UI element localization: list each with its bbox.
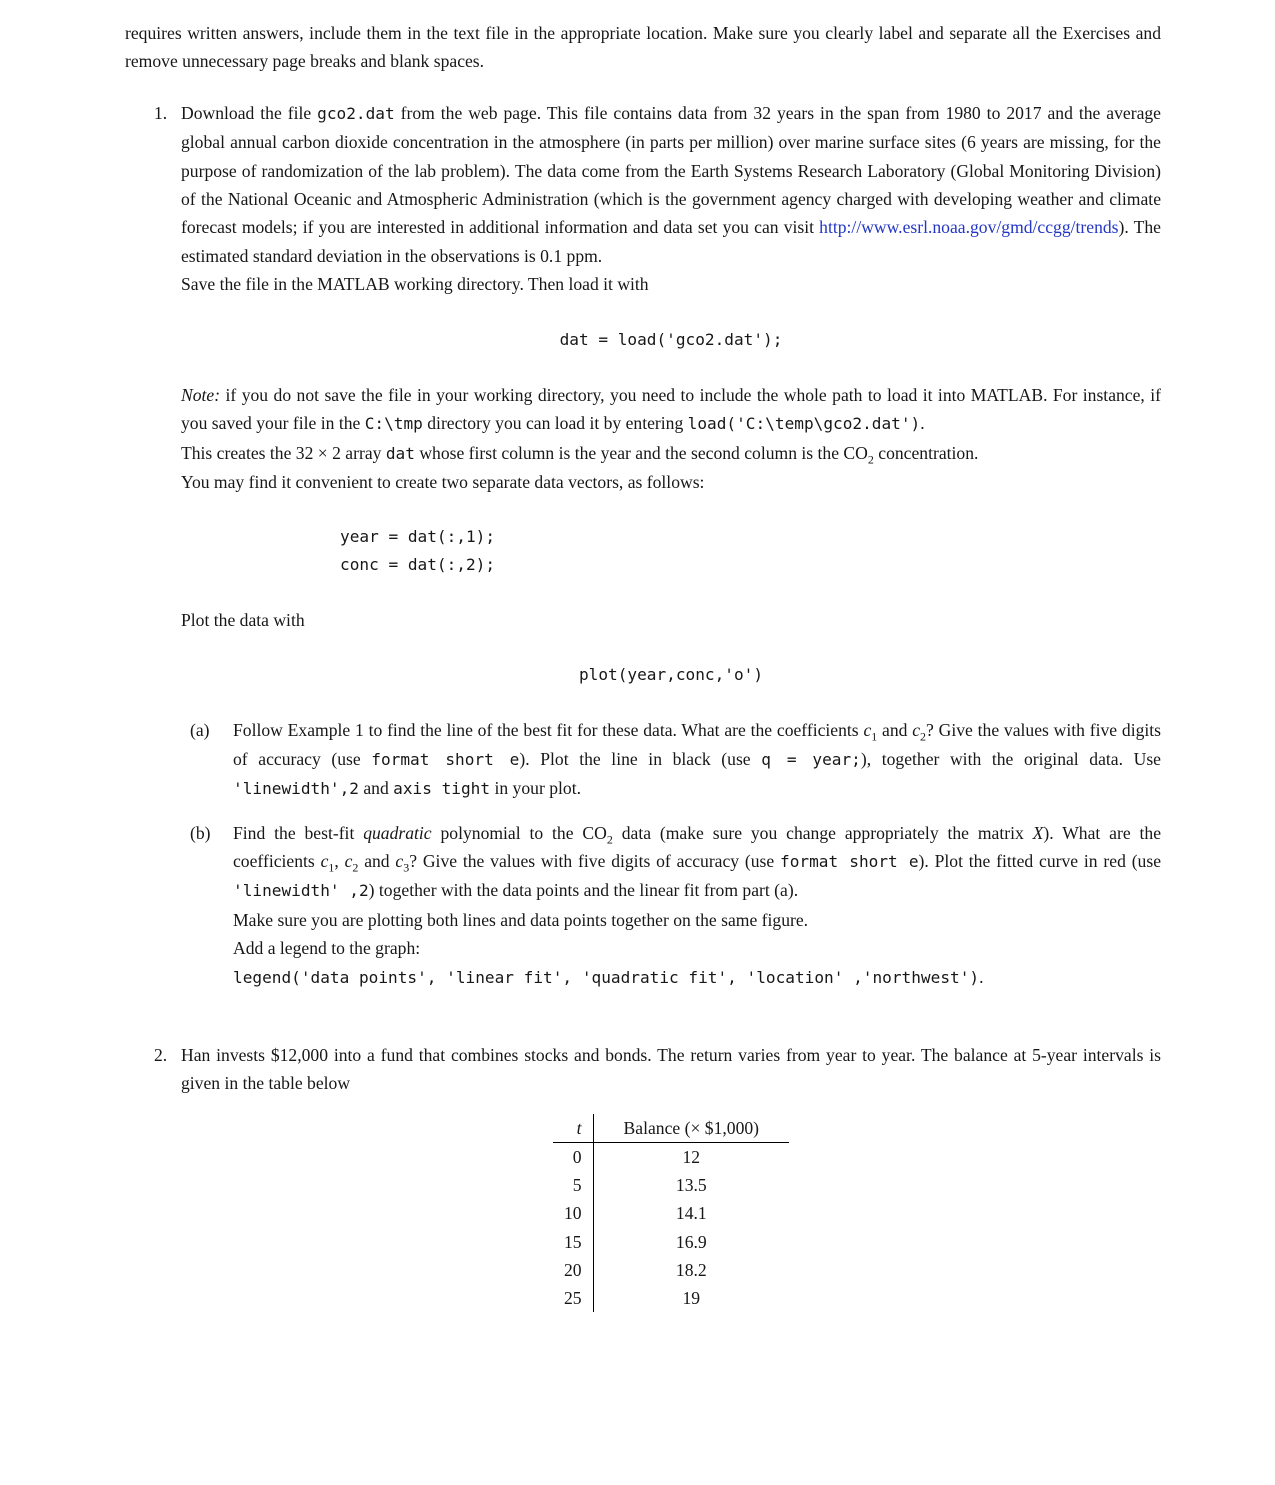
exercise-1-paragraph-save: Save the file in the MATLAB working directory. Then load it with: [181, 274, 649, 295]
table-header-balance: Balance (× $1,000): [593, 1114, 789, 1143]
exercise-1b-label: (b): [190, 822, 211, 843]
exercise-1-number: 1.: [154, 102, 168, 123]
exercise-1b-paragraph-figure: Make sure you are plotting both lines and data points together on the same figure.: [233, 909, 809, 930]
exercise-1a: [181, 716, 1161, 803]
code-conc-line: conc = dat(:,2);: [340, 555, 496, 575]
table-row: 15 16.9: [553, 1228, 789, 1256]
table-header-t: t: [553, 1114, 593, 1143]
code-year-line: year = dat(:,1);: [340, 526, 496, 546]
exercise-1-paragraph-vectors: You may find it convenient to create two separate data vectors, as follows:: [181, 472, 705, 493]
code-load-statement: dat = load('gco2.dat');: [559, 329, 783, 349]
exercise-2-body: [181, 1041, 1161, 1312]
exercise-1b-paragraph-legend: Add a legend to the graph:: [233, 938, 421, 959]
exercise-1: [125, 99, 1161, 992]
exercise-1-body: [181, 99, 1161, 992]
exercise-2: [125, 1041, 1161, 1312]
table-row: 20 18.2: [553, 1256, 789, 1284]
exercise-1-paragraph-array: This creates the 32 × 2 array dat whose first column is the year and the second column is the $CO_2$ concentration.: [181, 442, 979, 467]
table-row: 5 13.5: [553, 1171, 789, 1199]
balance-table: [553, 1114, 789, 1312]
intro-paragraph: requires written answers, include them in the text file in the appropriate location. Make sure you clearly label and separate all the Exercises and remove unnecessary page breaks and blank spaces.: [125, 23, 1161, 72]
exercise-1-paragraph-download: Download the file gco2.dat from the web page. This file contains data from 32 years in the span from 1980 to 2017 and the average global annual carbon dioxide concentration in the atmosphere (in parts per million) over marine surface sites (6 years are missing, for the purpose of randomization of the lab problem). The data come from the Earth Systems Research Laboratory (Global Monitoring Division) of the National Oceanic and Atmospheric Administration (which is the government agency charged with developing weather and climate forecast models; if you are interested in additional information and data set you can visit http://www.esrl.noaa.gov/gmd/ccgg/trends). The estimated standard deviation in the observations is 0.1 ppm.: [181, 102, 1161, 266]
table-row: 10 14.1: [553, 1199, 789, 1227]
balance-table-header-row: [553, 1114, 789, 1143]
code-data-vectors: [340, 523, 1161, 580]
exercise-1b-paragraph-quadratic: Find the best-fit quadratic polynomial to the $CO_2$ data (make sure you change appropriately the matrix X). What are the coefficients $c_1$, $c_2$ and $c_3$? Give the values with five digits of accuracy (use format short e). Plot the fitted curve in red (use 'linewidth' ,2) together with the data points and the linear fit from part (a).: [233, 822, 1162, 901]
exercise-1a-label: (a): [190, 720, 210, 741]
table-row: 0 12: [553, 1142, 789, 1171]
code-plot-statement: plot(year,conc,'o'): [578, 664, 764, 684]
exercise-1a-paragraph: Follow Example 1 to find the line of the best fit for these data. What are the coefficients $c_1$ and $c_2$? Give the values with five digits of accuracy (use format short e). Plot the line in black (use q = year;), together with the original data. Use 'linewidth',2 and axis tight in your plot.: [233, 720, 1162, 799]
exercise-1-paragraph-note: Note: if you do not save the file in your working directory, you need to include the whole path to load it into MATLAB. For instance, if you saved your file in the C:\tmp directory you can load it by entering load('C:\temp\gco2.dat').: [181, 385, 1161, 434]
table-row: 25 19: [553, 1284, 789, 1312]
exercise-1-paragraph-plot: Plot the data with: [181, 609, 305, 630]
exercise-2-paragraph: Han invests $12,000 into a fund that combines stocks and bonds. The return varies from year to year. The balance at 5-year intervals is given in the table below: [181, 1044, 1161, 1094]
url-link[interactable]: http://www.esrl.noaa.gov/gmd/ccgg/trends: [819, 217, 1119, 238]
exercise-2-number: 2.: [154, 1044, 168, 1065]
exercise-1b: [181, 819, 1161, 992]
exercise-1b-code-legend: legend('data points', 'linear fit', 'quadratic fit', 'location' ,'northwest').: [233, 966, 984, 987]
